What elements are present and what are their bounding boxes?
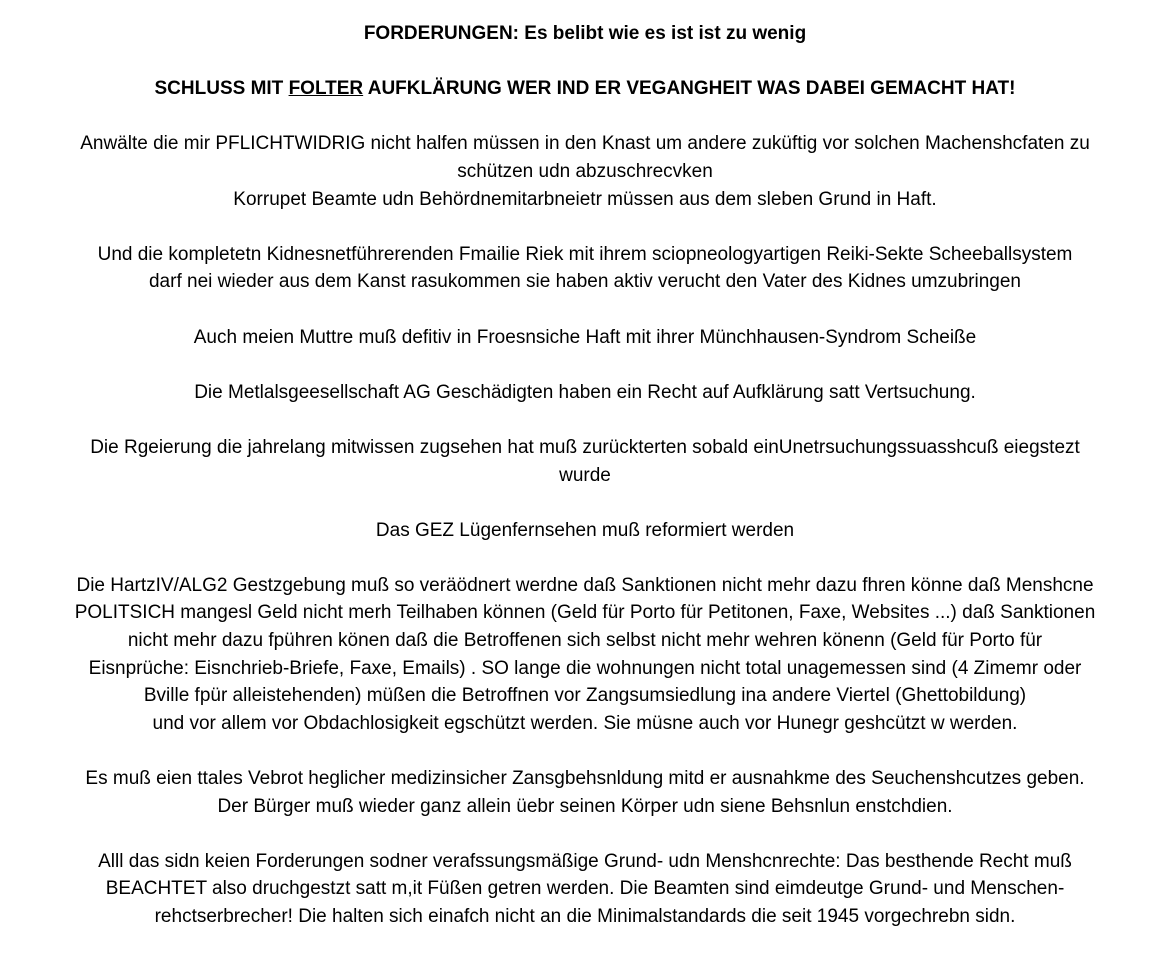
paragraph-line: Der Bürger muß wieder ganz allein üebr seinen Körper udn siene Behsnlun enstchdien. [217, 795, 953, 817]
spacer [0, 103, 1170, 131]
paragraph [0, 241, 1170, 296]
paragraph [0, 517, 1170, 545]
spacer [0, 489, 1170, 517]
paragraph-line: Das GEZ Lügenfernsehen muß reformiert werden [375, 519, 795, 541]
paragraph [0, 324, 1170, 352]
paragraph-line: Korrupet Beamte udn Behördnemitarbneietr müssen aus dem sleben Grund in Haft. [233, 188, 937, 210]
paragraph-line: POLITSICH mangesl Geld nicht merh Teilhaben können (Geld für Porto für Petitonen, Faxe, Websites ...) daß Sanktionen [74, 602, 1096, 624]
subtitle-post: AUFKLÄRUNG WER IND ER VEGANGHEIT WAS DABEI GEMACHT HAT! [363, 78, 1016, 100]
paragraph [0, 848, 1170, 931]
page-subtitle [0, 75, 1170, 103]
subtitle-pre: SCHLUSS MIT [154, 78, 289, 100]
paragraph-line: BEACHTET also druchgestzt satt m,it Füßen getren werden. Die Beamten sind eimdeutge Grund- und Menschen- [105, 878, 1065, 900]
body-paragraphs [0, 103, 1170, 931]
paragraph [0, 765, 1170, 820]
paragraph-line: Die Rgeierung die jahrelang mitwissen zugsehen hat muß zurückterten sobald einUnetrsuchungssuasshcuß eiegstezt [90, 436, 1080, 458]
paragraph [0, 434, 1170, 489]
spacer [0, 48, 1170, 76]
spacer [0, 351, 1170, 379]
paragraph-line: Eisnprüche: Eisnchrieb-Briefe, Faxe, Emails) . SO lange die wohnungen nicht total unagemessen sind (4 Zimemr oder [88, 657, 1082, 679]
paragraph-line: nicht mehr dazu fpühren könen daß die Betroffenen sich selbst nicht mehr wehren könenn (Geld für Porto für [127, 630, 1043, 652]
spacer [0, 820, 1170, 848]
paragraph-line: darf nei wieder aus dem Kanst rasukommen sie haben aktiv verucht den Vater des Kidnes umzubringen [148, 271, 1021, 293]
paragraph-line: Alll das sidn keien Forderungen sodner verafssungsmäßige Grund- udn Menshcnrechte: Das besthende Recht muß [98, 850, 1072, 872]
paragraph-line: Und die kompletetn Kidnesnetführerenden Fmailie Riek mit ihrem sciopneologyartigen Reiki-Sekte Scheeballsystem [97, 243, 1073, 265]
spacer [0, 544, 1170, 572]
paragraph [0, 379, 1170, 407]
paragraph-line: und vor allem vor Obdachlosigkeit egschützt werden. Sie müsne auch vor Hunegr geshcützt w werden. [152, 712, 1018, 734]
spacer [0, 213, 1170, 241]
paragraph-line: schützen udn abzuschrecvken [457, 160, 713, 182]
paragraph [0, 130, 1170, 213]
page-title: FORDERUNGEN: Es belibt wie es ist ist zu wenig [363, 23, 807, 44]
paragraph-line: Die HartzIV/ALG2 Gestzgebung muß so veräödnert werdne daß Sanktionen nicht mehr dazu fhren könne daß Menshcne [76, 574, 1094, 596]
spacer [0, 406, 1170, 434]
paragraph-line: Es muß eien ttales Vebrot heglicher medizinsicher Zansgbehsnldung mitd er ausnahkme des Seuchenshcutzes geben. [85, 768, 1085, 790]
paragraph-line: Bville fpür alleistehenden) müßen die Betroffnen vor Zangsumsiedlung ina andere Viertel (Ghettobildung) [143, 685, 1027, 707]
paragraph-line: wurde [559, 464, 611, 486]
paragraph-line: Die Metlalsgeesellschaft AG Geschädigten haben ein Recht auf Aufklärung satt Vertsuchung. [194, 381, 976, 403]
spacer [0, 737, 1170, 765]
subtitle-underlined: FOLTER [288, 78, 364, 100]
paragraph-line: rehctserbrecher! Die halten sich einafch nicht an die Minimalstandards die seit 1945 vorgechrebn sidn. [154, 906, 1016, 927]
paragraph-line: Auch meien Muttre muß defitiv in Froesnsiche Haft mit ihrer Münchhausen-Syndrom Scheiße [193, 326, 977, 348]
paragraph [0, 572, 1170, 738]
paragraph-line: Anwälte die mir PFLICHTWIDRIG nicht halfen müssen in den Knast um andere zuküftig vor solchen Machenshcfaten zu [80, 133, 1090, 155]
spacer [0, 296, 1170, 324]
